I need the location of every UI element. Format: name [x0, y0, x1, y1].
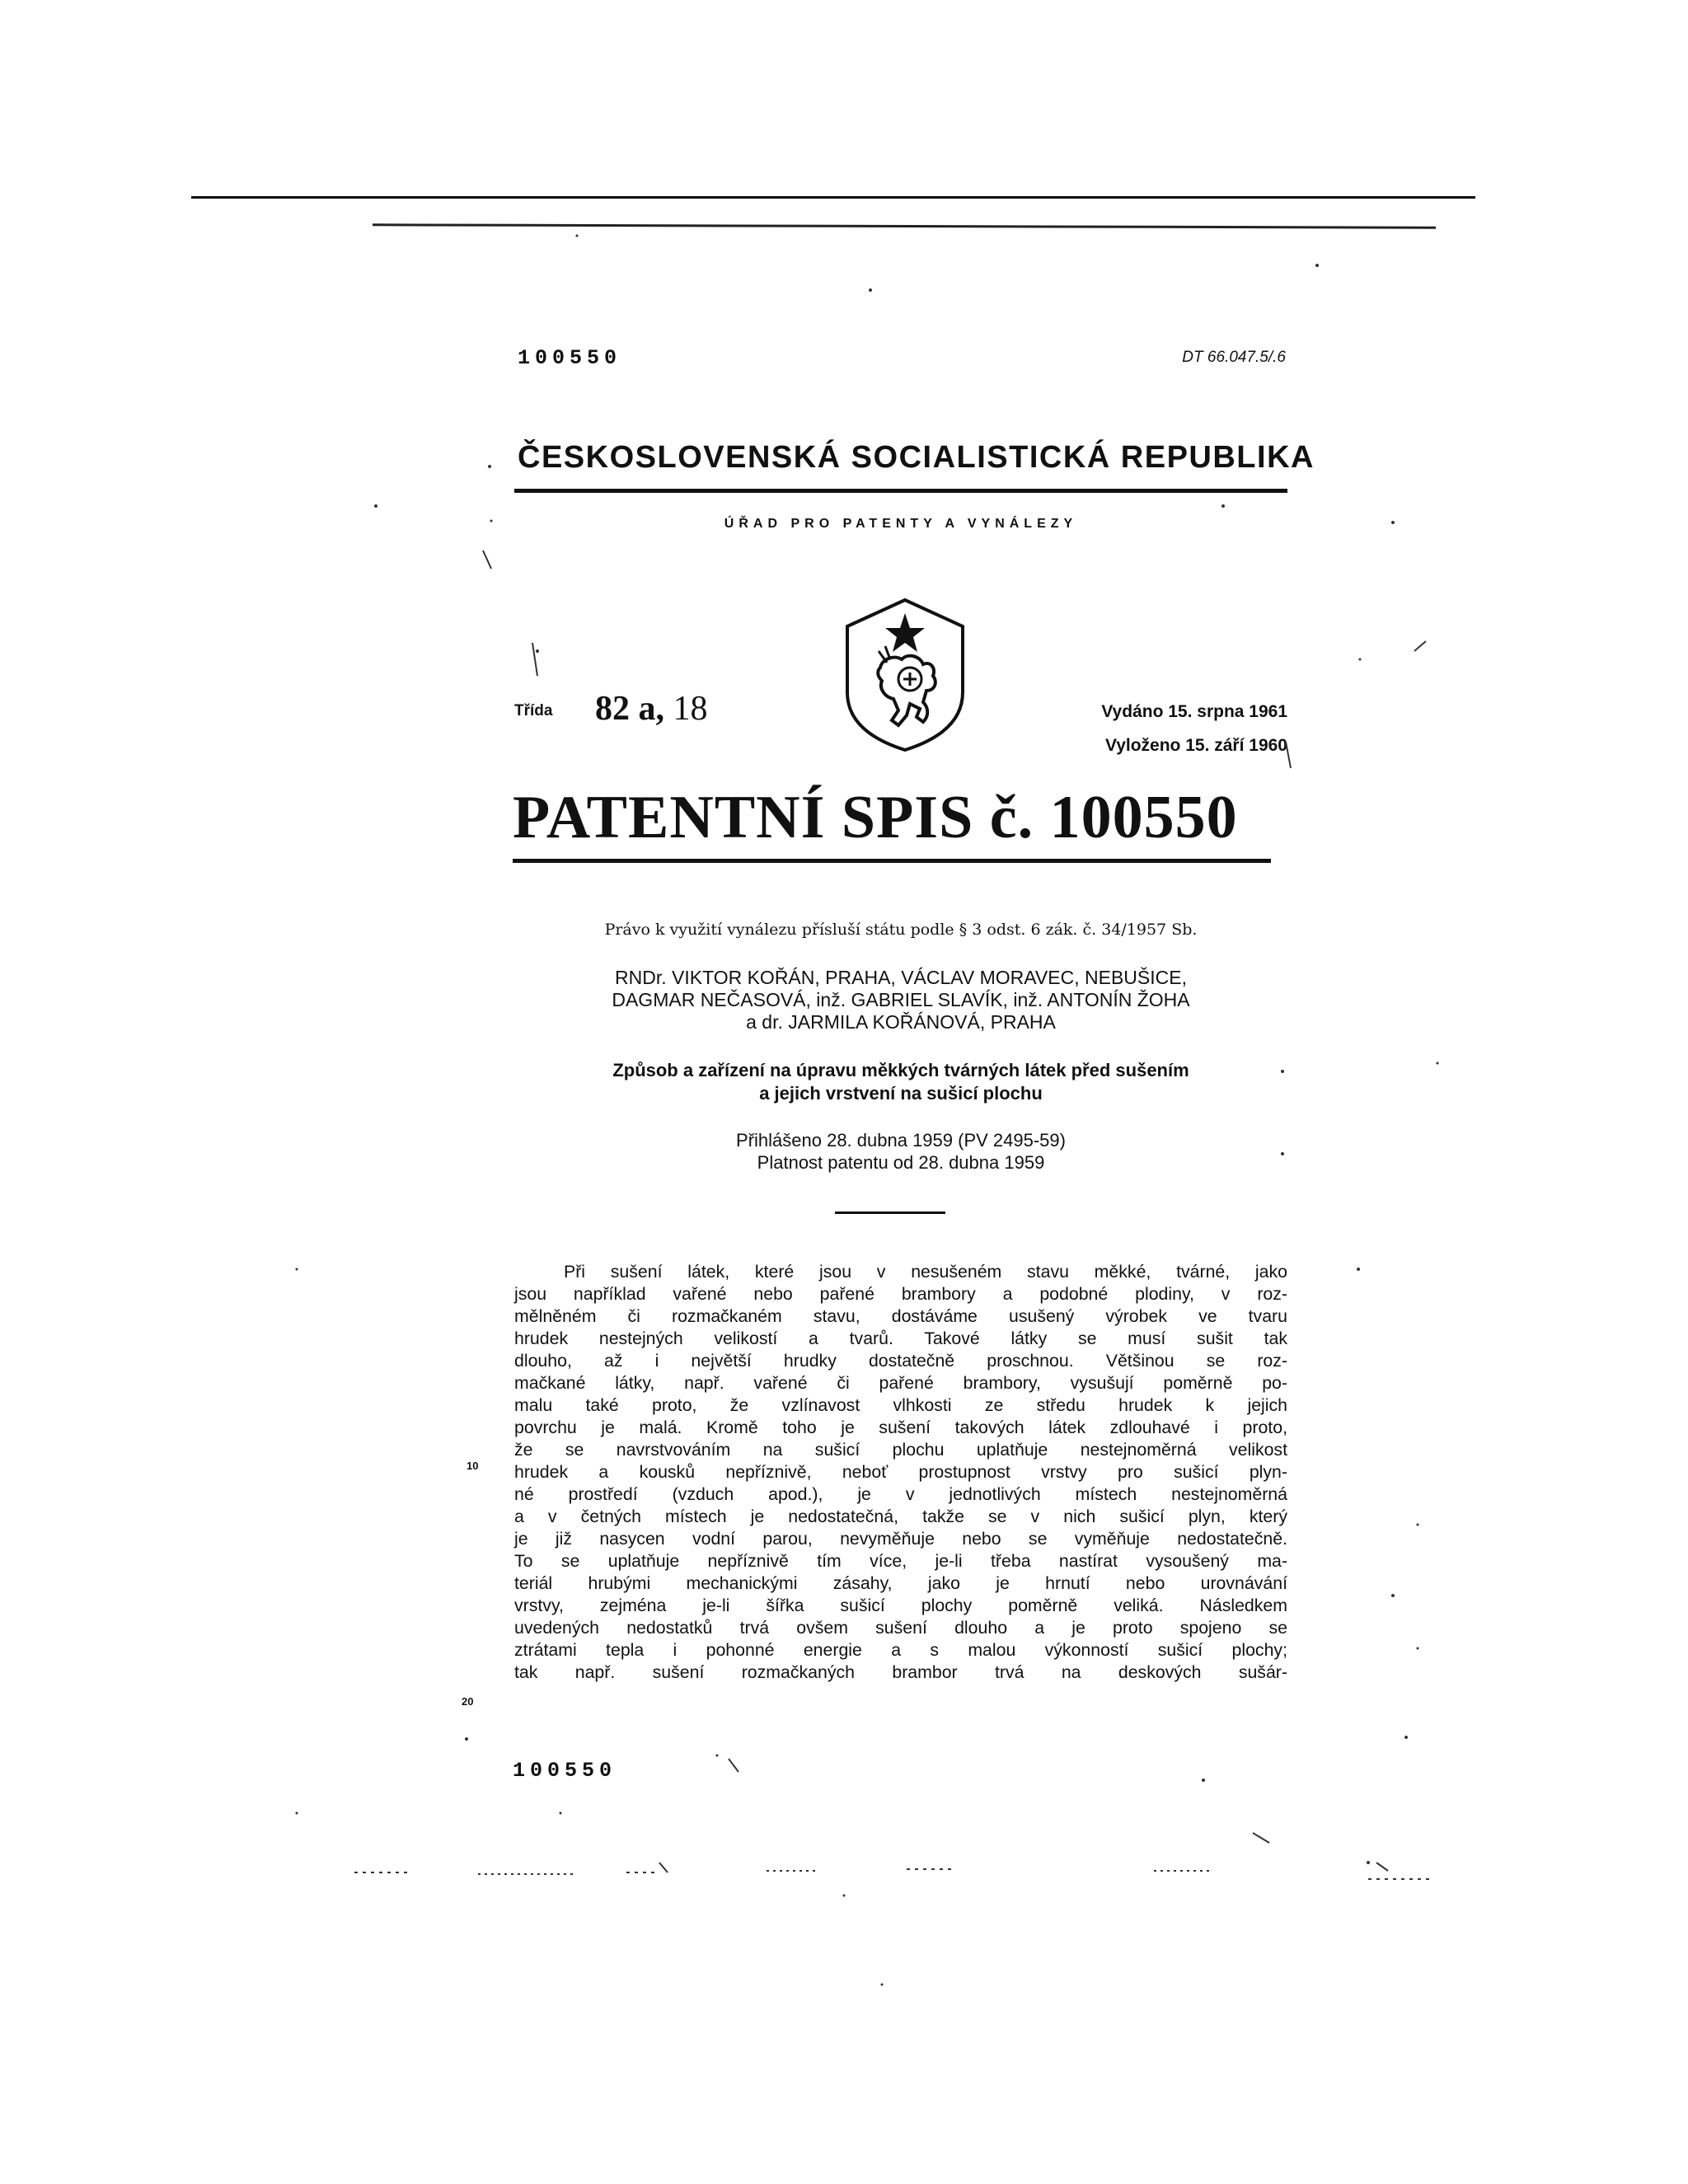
filing-block	[514, 1129, 1287, 1174]
body-line: že se navrstvováním na sušicí plochu uplatňuje nestejnoměrná velikost	[514, 1440, 1287, 1460]
issued-date: Vydáno 15. srpna 1961	[1101, 702, 1287, 721]
patent-number-top: 100550	[518, 346, 622, 370]
body-line: Při sušení látek, které jsou v nesušeném stavu měkké, tvárné, jako	[564, 1262, 1287, 1282]
body-line: ztrátami tepla i pohonné energie a s malou výkonností sušicí plochy;	[514, 1640, 1287, 1660]
republic-heading: ČESKOSLOVENSKÁ SOCIALISTICKÁ REPUBLIKA	[518, 440, 1315, 475]
body-line: tak např. sušení rozmačkaných brambor trvá na deskových sušár-	[514, 1662, 1287, 1682]
author-line: a dr. JARMILA KOŘÁNOVÁ, PRAHA	[746, 1011, 1056, 1033]
rights-statement: Právo k využití vynálezu přísluší státu podle § 3 odst. 6 zák. č. 34/1957 Sb.	[604, 921, 1198, 939]
body-line: hrudek nestejných velikostí a tvarů. Takové látky se musí sušit tak	[514, 1329, 1287, 1348]
class-label: Třída	[514, 702, 553, 719]
office-heading: ÚŘAD PRO PATENTY A VYNÁLEZY	[724, 517, 1078, 531]
invention-title-line: Způsob a zařízení na úpravu měkkých tvárných látek před sušením	[612, 1060, 1189, 1080]
body-line: né prostředí (vzduch apod.), je v jednotlivých místech nestejnoměrná	[514, 1484, 1287, 1504]
body-line: jsou například vařené nebo pařené brambory a podobné plodiny, v roz-	[514, 1284, 1287, 1304]
published-date: Vyloženo 15. září 1960	[1104, 736, 1287, 755]
republic-underline	[514, 489, 1287, 493]
authors-block	[514, 967, 1287, 1033]
filing-date: Přihlášeno 28. dubna 1959 (PV 2495-59)	[736, 1130, 1066, 1151]
section-divider	[835, 1212, 945, 1214]
body-line: malu také proto, že vzlínavost vlhkosti ze středu hrudek k jejich	[514, 1395, 1287, 1415]
line-number-20: 20	[462, 1695, 474, 1708]
author-line: DAGMAR NEČASOVÁ, inž. GABRIEL SLAVÍK, inž. ANTONÍN ŽOHA	[612, 989, 1190, 1010]
body-line: dlouho, až i největší hrudky dostatečně proschnou. Většinou se roz-	[514, 1351, 1287, 1371]
body-line: a v četných místech je nedostatečná, takže se v nich sušicí plyn, který	[514, 1507, 1287, 1526]
document-title: PATENTNÍ SPIS č. 100550	[513, 784, 1238, 851]
body-line: je již nasycen vodní parou, nevyměňuje nebo se vyměňuje nedostatečně.	[514, 1529, 1287, 1549]
body-text	[514, 1261, 1287, 1684]
class-value	[595, 689, 708, 729]
patent-number-bottom: 100550	[513, 1759, 617, 1783]
dt-code: DT 66.047.5/.6	[1182, 349, 1286, 366]
dates-block	[1022, 695, 1287, 762]
body-line: uvedených nedostatků trvá ovšem sušení dlouho a je proto spojeno se	[514, 1618, 1287, 1638]
invention-title	[514, 1059, 1287, 1105]
body-line: hrudek a kousků nepříznivě, neboť prostupnost vrstvy pro sušicí plyn-	[514, 1462, 1287, 1482]
title-underline	[513, 859, 1271, 863]
body-line: mačkané látky, např. vařené či pařené brambory, vysušují poměrně po-	[514, 1373, 1287, 1393]
body-line: povrchu je malá. Kromě toho je sušení takových látek zdlouhavé i proto,	[514, 1418, 1287, 1437]
body-line: mělněném či rozmačkaném stavu, dostáváme usušený výrobek ve tvaru	[514, 1306, 1287, 1326]
body-line: vrstvy, zejména je-li šířka sušicí plochy poměrně veliká. Následkem	[514, 1596, 1287, 1615]
validity-date: Platnost patentu od 28. dubna 1959	[757, 1152, 1045, 1173]
class-value-sub: 18	[673, 690, 708, 728]
body-line: teriál hrubými mechanickými zásahy, jako je hrnutí nebo urovnávání	[514, 1573, 1287, 1593]
author-line: RNDr. VIKTOR KOŘÁN, PRAHA, VÁCLAV MORAVEC, NEBUŠICE,	[615, 967, 1187, 988]
body-line: To se uplatňuje nepříznivě tím více, je-li třeba nastírat vysoušený ma-	[514, 1551, 1287, 1571]
top-border-rule	[191, 196, 1475, 199]
class-value-main: 82 a,	[595, 690, 664, 728]
invention-title-line: a jejich vrstvení na sušicí plochu	[759, 1083, 1043, 1104]
state-emblem-icon	[841, 593, 969, 755]
scan-edge-rule	[373, 223, 1436, 228]
line-number-10: 10	[467, 1460, 479, 1472]
